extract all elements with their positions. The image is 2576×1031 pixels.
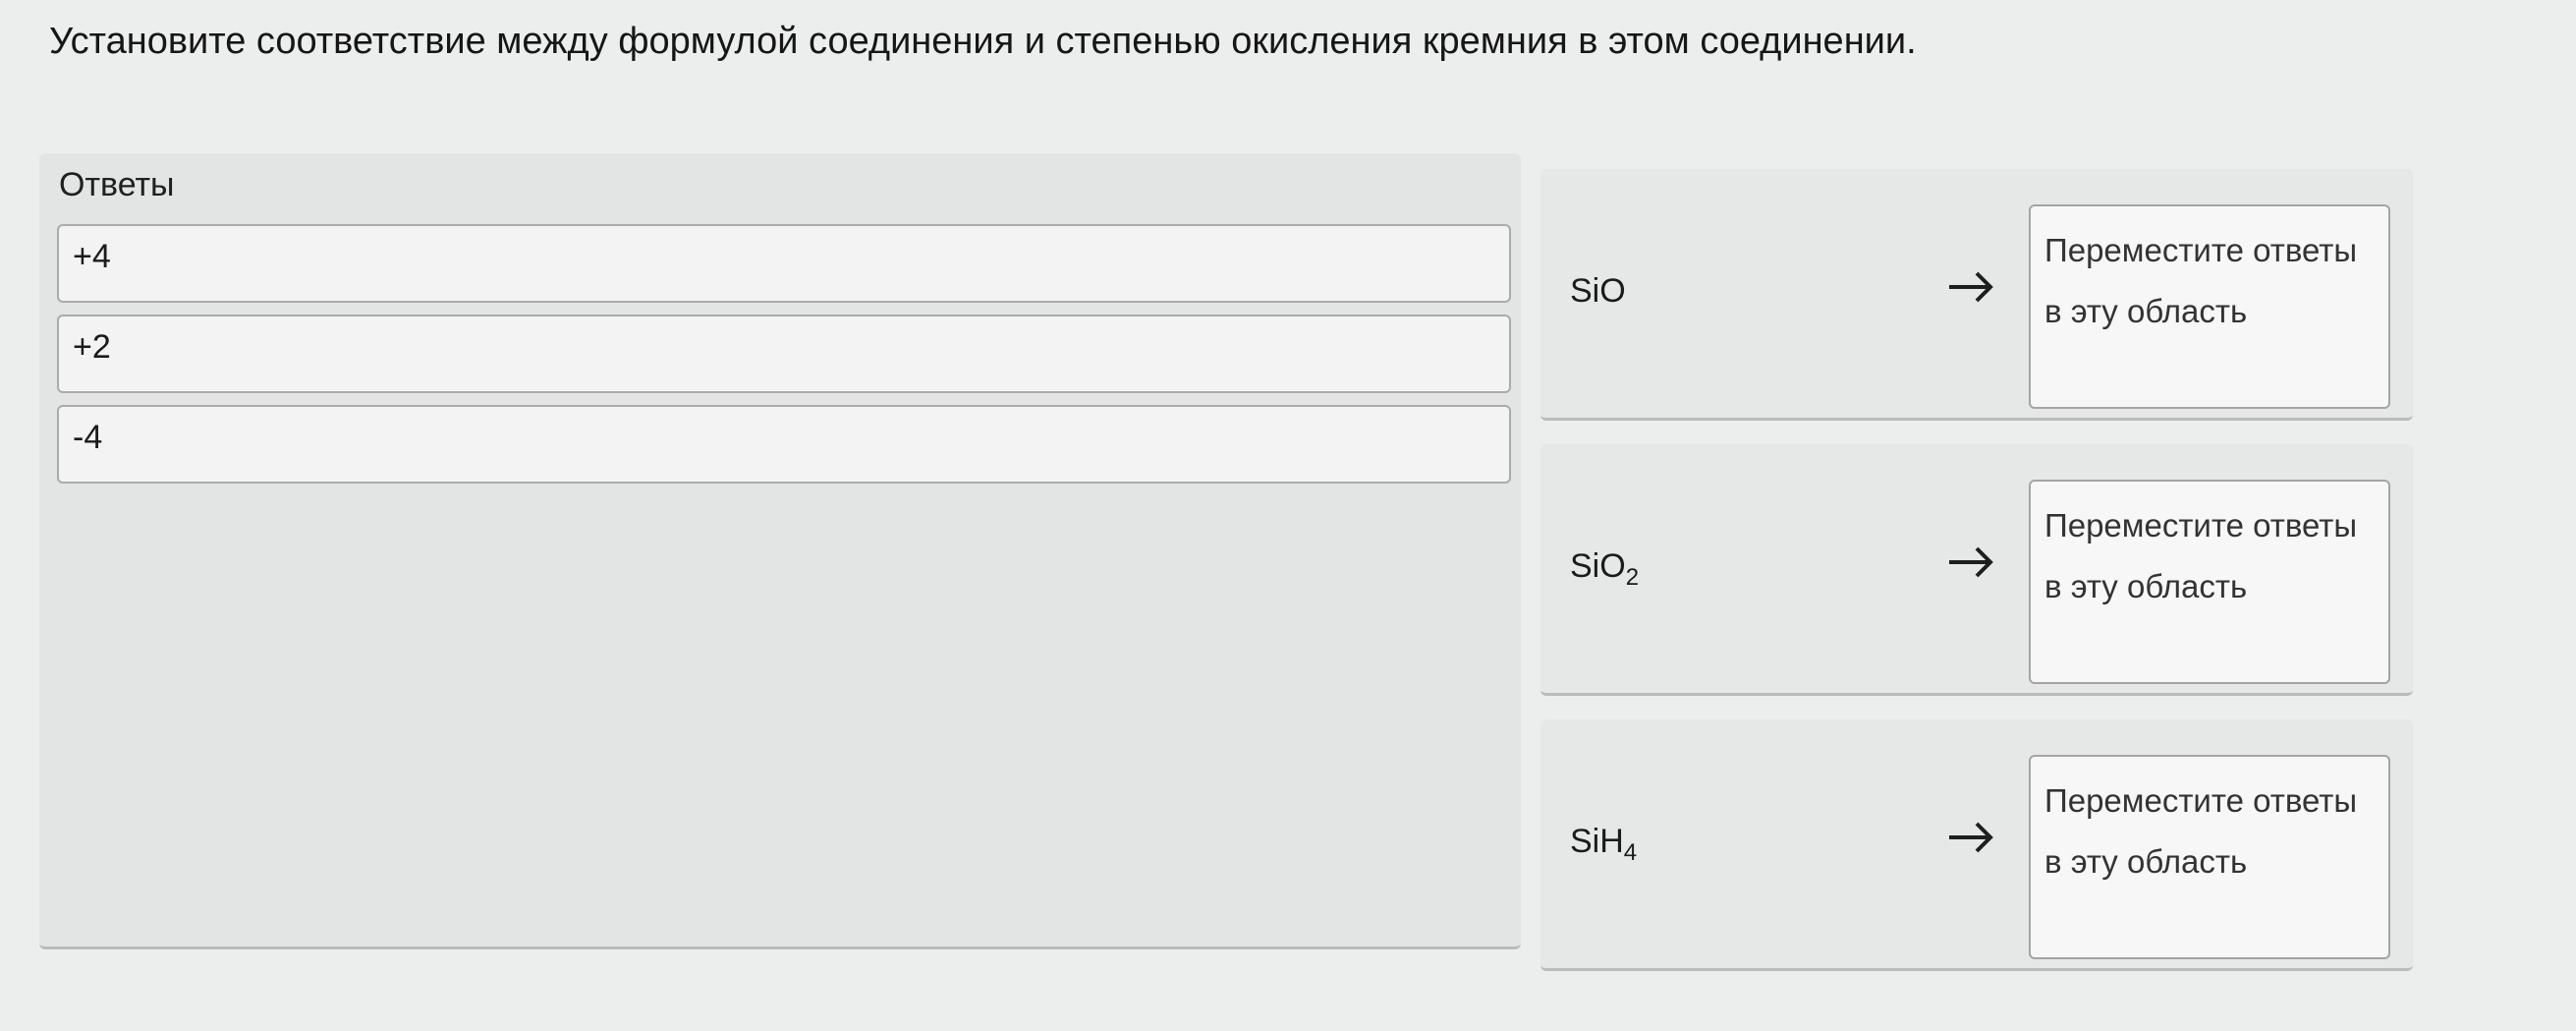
- answer-item-minus4[interactable]: -4: [57, 405, 1511, 484]
- answer-item-plus2[interactable]: +2: [57, 315, 1511, 393]
- question-text: Установите соответствие между формулой соединения и степенью окисления кремния в этом соединении.: [49, 21, 1917, 62]
- formula-label: SiH$_4$: [1570, 823, 1638, 866]
- match-row-sio: [1540, 169, 2413, 421]
- drop-zone-sio2[interactable]: Переместите ответы в эту область: [2029, 480, 2390, 684]
- answers-title: Ответы: [59, 166, 175, 203]
- match-row-sih4: [1540, 719, 2413, 971]
- match-row-sio2: [1540, 444, 2413, 696]
- arrow-right-icon: [1945, 543, 1996, 582]
- answer-item-plus4[interactable]: +4: [57, 224, 1511, 303]
- drop-zone-sih4[interactable]: Переместите ответы в эту область: [2029, 755, 2390, 959]
- arrow-right-icon: [1945, 267, 1996, 307]
- formula-label: SiO$_2$: [1570, 547, 1640, 591]
- answers-panel: [39, 153, 1521, 949]
- arrow-right-icon: [1945, 818, 1996, 857]
- drop-zone-sio[interactable]: Переместите ответы в эту область: [2029, 204, 2390, 409]
- formula-label: SiO: [1570, 272, 1626, 310]
